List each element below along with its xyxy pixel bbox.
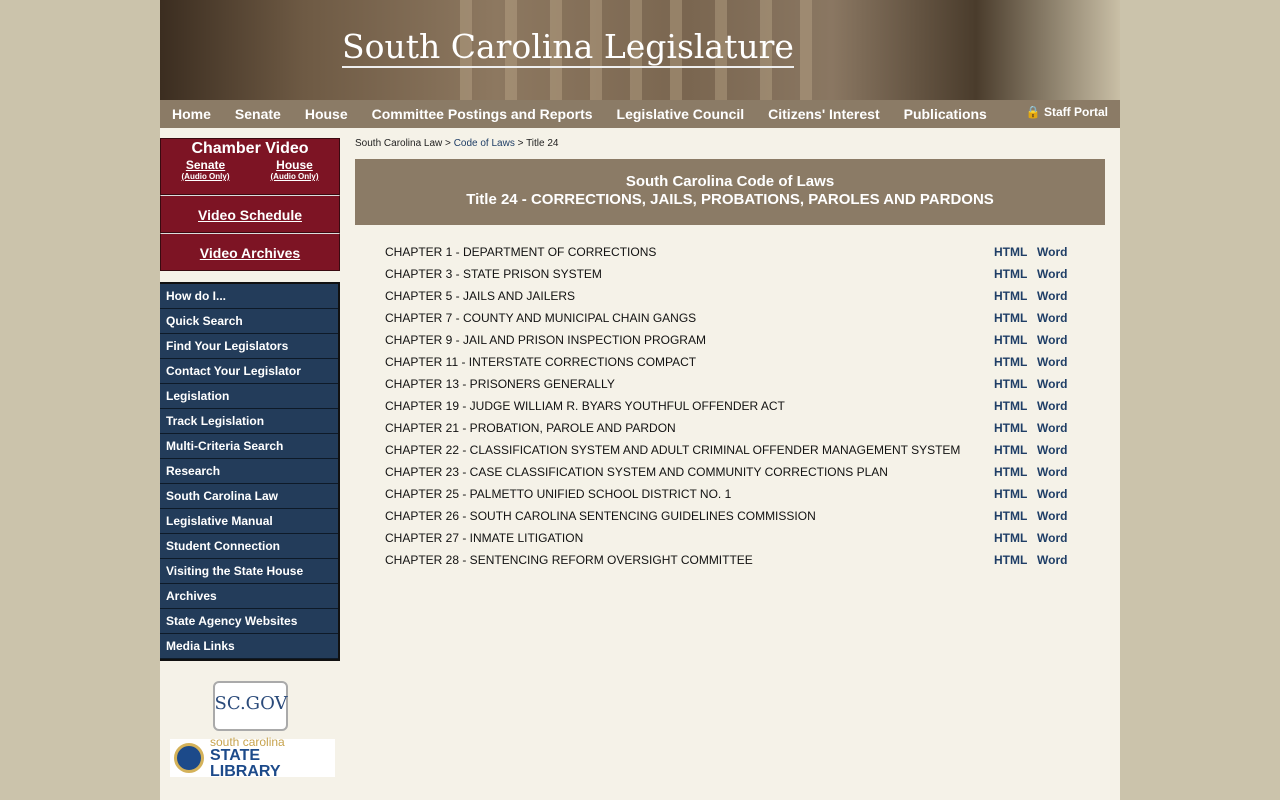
chapter-html-link[interactable]: HTML xyxy=(994,333,1028,347)
heading-line1: South Carolina Code of Laws xyxy=(625,173,835,190)
chapter-row xyxy=(385,351,1075,373)
library-seal-icon xyxy=(174,743,204,773)
chapter-row xyxy=(385,241,1075,263)
chapter-row xyxy=(385,505,1075,527)
chapter-word-link[interactable]: Word xyxy=(1037,355,1068,369)
nav-senate[interactable]: Senate xyxy=(234,106,281,122)
chapter-row xyxy=(385,461,1075,483)
chapter-html-link[interactable]: HTML xyxy=(994,509,1028,523)
video-archives-box xyxy=(160,233,340,271)
header-banner xyxy=(160,0,1120,100)
chapter-row xyxy=(385,483,1075,505)
page-heading xyxy=(355,159,1105,225)
chapter-row xyxy=(385,285,1075,307)
chapter-word-link[interactable]: Word xyxy=(1037,531,1068,545)
chapter-html-link[interactable]: HTML xyxy=(994,399,1028,413)
video-schedule-link[interactable]: Video Schedule xyxy=(198,207,302,223)
chapter-html-link[interactable]: HTML xyxy=(994,443,1028,457)
sidebar-item-legislative-manual[interactable]: Legislative Manual xyxy=(160,509,338,534)
house-video-link[interactable]: House (Audio Only) xyxy=(270,158,319,181)
staff-portal-link[interactable] xyxy=(1026,105,1108,119)
chamber-video-title: Chamber Video xyxy=(191,140,309,157)
top-nav xyxy=(160,100,1120,128)
sidebar-item-archives[interactable]: Archives xyxy=(160,584,338,609)
lock-icon: 🔒 xyxy=(1025,105,1041,119)
page xyxy=(160,0,1120,800)
sidebar-item-track-legislation[interactable]: Track Legislation xyxy=(160,409,338,434)
chapter-html-link[interactable]: HTML xyxy=(994,465,1028,479)
chapter-row xyxy=(385,395,1075,417)
video-archives-link[interactable]: Video Archives xyxy=(199,245,301,261)
chapter-row xyxy=(385,373,1075,395)
chapter-html-link[interactable]: HTML xyxy=(994,421,1028,435)
nav-committee-postings-and-reports[interactable]: Committee Postings and Reports xyxy=(371,106,593,122)
chapter-word-link[interactable]: Word xyxy=(1037,311,1068,325)
chapter-word-link[interactable]: Word xyxy=(1037,333,1068,347)
chapter-word-link[interactable]: Word xyxy=(1037,421,1068,435)
chapter-title: CHAPTER 21 - PROBATION, PAROLE AND PARDON xyxy=(385,421,676,435)
chapter-row xyxy=(385,307,1075,329)
chapter-title: CHAPTER 25 - PALMETTO UNIFIED SCHOOL DISTRICT NO. 1 xyxy=(385,487,732,501)
chapter-html-link[interactable]: HTML xyxy=(994,553,1028,567)
sidebar-item-contact-your-legislator[interactable]: Contact Your Legislator xyxy=(160,359,338,384)
chapter-title: CHAPTER 19 - JUDGE WILLIAM R. BYARS YOUTHFUL OFFENDER ACT xyxy=(385,399,785,413)
sidebar-item-visiting-the-state-house[interactable]: Visiting the State House xyxy=(160,559,338,584)
scgov-logo[interactable]: SC.GOV xyxy=(213,681,288,731)
site-title[interactable]: South Carolina Legislature xyxy=(342,27,794,66)
sidebar-item-quick-search[interactable]: Quick Search xyxy=(160,309,338,334)
staff-portal-label: Staff Portal xyxy=(1043,105,1108,119)
nav-home[interactable]: Home xyxy=(172,106,211,122)
chapter-word-link[interactable]: Word xyxy=(1037,443,1068,457)
chapter-title: CHAPTER 28 - SENTENCING REFORM OVERSIGHT COMMITTEE xyxy=(385,553,753,567)
sidebar-item-find-your-legislators[interactable]: Find Your Legislators xyxy=(160,334,338,359)
chamber-video-box xyxy=(160,138,340,195)
breadcrumb-root: South Carolina Law xyxy=(355,138,443,149)
chapter-title: CHAPTER 5 - JAILS AND JAILERS xyxy=(385,289,576,303)
chapter-title: CHAPTER 23 - CASE CLASSIFICATION SYSTEM AND COMMUNITY CORRECTIONS PLAN xyxy=(385,465,888,479)
chapter-row xyxy=(385,439,1075,461)
chapter-row xyxy=(385,263,1075,285)
sidebar-item-how-do-i[interactable]: How do I... xyxy=(160,284,338,309)
chapter-table xyxy=(385,241,1075,571)
sidebar-item-student-connection[interactable]: Student Connection xyxy=(160,534,338,559)
library-text-bottom: STATE LIBRARY xyxy=(210,747,281,780)
sidebar-item-multi-criteria-search[interactable]: Multi-Criteria Search xyxy=(160,434,338,459)
chapter-title: CHAPTER 13 - PRISONERS GENERALLY xyxy=(385,377,615,391)
sidebar-item-research[interactable]: Research xyxy=(160,459,338,484)
sidebar-item-legislation[interactable]: Legislation xyxy=(160,384,338,409)
chapter-html-link[interactable]: HTML xyxy=(994,377,1028,391)
heading-line2: Title 24 - CORRECTIONS, JAILS, PROBATIONS, PAROLES AND PARDONS xyxy=(466,191,994,208)
chapter-row xyxy=(385,417,1075,439)
breadcrumb-code-of-laws[interactable]: Code of Laws xyxy=(453,138,515,149)
sidebar-item-state-agency-websites[interactable]: State Agency Websites xyxy=(160,609,338,634)
library-text-top: south carolina xyxy=(210,735,285,749)
chapter-title: CHAPTER 22 - CLASSIFICATION SYSTEM AND ADULT CRIMINAL OFFENDER MANAGEMENT SYSTEM xyxy=(385,443,961,457)
chapter-word-link[interactable]: Word xyxy=(1037,377,1068,391)
chapter-title: CHAPTER 3 - STATE PRISON SYSTEM xyxy=(385,267,602,281)
chapter-title: CHAPTER 9 - JAIL AND PRISON INSPECTION PROGRAM xyxy=(385,333,706,347)
video-schedule-box xyxy=(160,195,340,233)
chapter-title: CHAPTER 26 - SOUTH CAROLINA SENTENCING GUIDELINES COMMISSION xyxy=(385,509,816,523)
chapter-word-link[interactable]: Word xyxy=(1037,487,1068,501)
chapter-word-link[interactable]: Word xyxy=(1037,267,1068,281)
chapter-word-link[interactable]: Word xyxy=(1037,399,1068,413)
chapter-html-link[interactable]: HTML xyxy=(994,355,1028,369)
nav-publications[interactable]: Publications xyxy=(903,106,987,122)
chapter-row xyxy=(385,527,1075,549)
breadcrumb-current: Title 24 xyxy=(526,138,559,149)
chapter-html-link[interactable]: HTML xyxy=(994,487,1028,501)
chapter-html-link[interactable]: HTML xyxy=(994,289,1028,303)
nav-house[interactable]: House xyxy=(304,106,348,122)
chapter-row xyxy=(385,329,1075,351)
chapter-word-link[interactable]: Word xyxy=(1037,553,1068,567)
chapter-word-link[interactable]: Word xyxy=(1037,289,1068,303)
senate-video-link[interactable]: Senate (Audio Only) xyxy=(181,158,230,181)
chapter-word-link[interactable]: Word xyxy=(1037,465,1068,479)
chapter-title: CHAPTER 7 - COUNTY AND MUNICIPAL CHAIN GANGS xyxy=(385,311,697,325)
sidebar-menu xyxy=(160,282,340,661)
chapter-html-link[interactable]: HTML xyxy=(994,531,1028,545)
sidebar-item-south-carolina-law[interactable]: South Carolina Law xyxy=(160,484,338,509)
chapter-row xyxy=(385,549,1075,571)
chapter-html-link[interactable]: HTML xyxy=(994,245,1028,259)
chapter-word-link[interactable]: Word xyxy=(1037,509,1068,523)
sidebar-item-media-links[interactable]: Media Links xyxy=(160,634,338,659)
chapter-title: CHAPTER 27 - INMATE LITIGATION xyxy=(385,531,584,545)
breadcrumb: South Carolina Law > Code of Laws > Title 24 xyxy=(355,138,559,149)
nav-legislative-council[interactable]: Legislative Council xyxy=(616,106,745,122)
sidebar xyxy=(160,138,340,780)
state-library-logo[interactable] xyxy=(170,735,335,780)
chapter-html-link[interactable]: HTML xyxy=(994,311,1028,325)
chapter-html-link[interactable]: HTML xyxy=(994,267,1028,281)
chapter-title: CHAPTER 1 - DEPARTMENT OF CORRECTIONS xyxy=(385,245,657,259)
nav-citizens-interest[interactable]: Citizens' Interest xyxy=(768,106,880,122)
chapter-title: CHAPTER 11 - INTERSTATE CORRECTIONS COMPACT xyxy=(385,355,697,369)
chapter-word-link[interactable]: Word xyxy=(1037,245,1068,259)
main-content xyxy=(355,138,1105,571)
